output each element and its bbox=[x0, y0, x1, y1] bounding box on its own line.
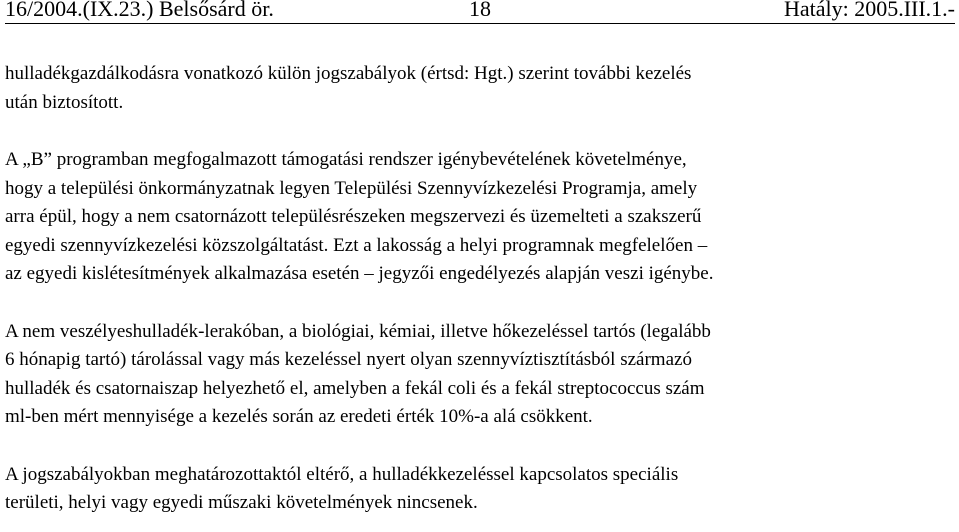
text-line: területi, helyi vagy egyedi műszaki követelmények nincsenek. bbox=[5, 492, 478, 513]
paragraph-1 bbox=[5, 60, 955, 117]
text-line: hogy a települési önkormányzatnak legyen Települési Szennyvízkezelési Programja, amely bbox=[5, 177, 698, 199]
document-body bbox=[5, 60, 955, 518]
text-line: arra épül, hogy a nem csatornázott településrészeken megszervezi és üzemelteti a szakszerű bbox=[5, 206, 702, 227]
header-regulation-id: 16/2004.(IX.23.) Belsősárd ör. bbox=[5, 0, 274, 21]
text-line: egyedi szennyvízkezelési közszolgáltatást. Ezt a lakosság a helyi programnak megfelelően – bbox=[5, 234, 708, 256]
header-page-number: 18 bbox=[469, 0, 491, 21]
text-line: ml-ben mért mennyisége a kezelés során az eredeti érték 10%-a alá csökkent. bbox=[5, 406, 593, 427]
text-line: az egyedi kislétesítmények alkalmazása esetén – jegyzői engedélyezés alapján veszi igénybe. bbox=[5, 263, 714, 284]
text-line: A nem veszélyeshulladék-lerakóban, a biológiai, kémiai, illetve hőkezeléssel tartós (legalább bbox=[5, 320, 711, 342]
text-line: után biztosított. bbox=[5, 91, 124, 113]
paragraph-3 bbox=[5, 318, 955, 432]
paragraph-4 bbox=[5, 461, 955, 518]
header-divider bbox=[5, 23, 955, 24]
paragraph-2 bbox=[5, 146, 955, 289]
header-effective-date: Hatály: 2005.III.1.- bbox=[783, 0, 955, 21]
text-line: A „B” programban megfogalmazott támogatási rendszer igénybevételének követelménye, bbox=[5, 149, 687, 170]
text-line: hulladék és csatornaiszap helyezhető el, amelyben a fekál coli és a fekál streptococcus szám bbox=[5, 377, 705, 399]
text-line: hulladékgazdálkodásra vonatkozó külön jogszabályok (értsd: Hgt.) szerint további kezelés bbox=[5, 63, 692, 84]
page-header bbox=[5, 0, 955, 24]
text-line: 6 hónapig tartó) tárolással vagy más kezeléssel nyert olyan szennyvíztisztításból származó bbox=[5, 349, 692, 370]
text-line: A jogszabályokban meghatározottaktól eltérő, a hulladékkezeléssel kapcsolatos speciális bbox=[5, 463, 679, 485]
